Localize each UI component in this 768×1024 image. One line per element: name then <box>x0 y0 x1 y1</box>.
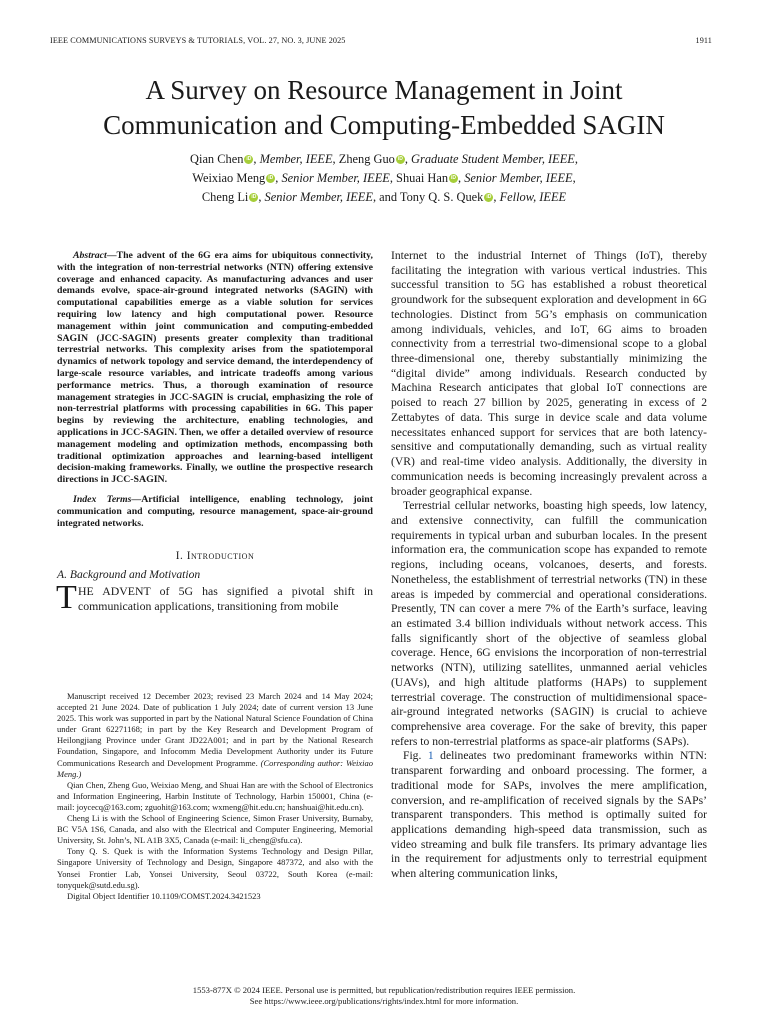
affiliation-note: Tony Q. S. Quek is with the Information Systems Technology and Design Pillar, Singapore University of Technology and Design, Singapore 487372, and also with the Yonsei Frontier Lab, Yonsei University, Seoul 03722, South Korea (e-mail: tonyquek@sutd.edu.sg). <box>57 846 373 890</box>
figure-reference-link[interactable]: 1 <box>427 749 434 763</box>
orcid-icon[interactable]: iD <box>268 175 274 181</box>
author-name: Tony Q. S. Quek <box>399 190 484 204</box>
orcid-icon[interactable]: iD <box>486 194 492 200</box>
author-role: Fellow, IEEE <box>499 190 567 204</box>
author-name: Cheng Li <box>201 190 249 204</box>
left-column <box>56 250 373 617</box>
manuscript-note: Manuscript received 12 December 2023; revised 23 March 2024 and 14 May 2024; accepted 21 June 2024. Date of publication 1 July 2024; date of current version 13 June 2025. This work was supported in part by the National Natural Science Foundation of China under Grant 62271168; in part by the Key Research and Development Program of Heilongjiang Province under Grant JD22A001; and in part by the National Research Foundation, Singapore, and Infocomm Media Development Authority under its Future Communications Research and Development Programme. (Corresponding author: Weixiao Meng.) <box>57 691 374 779</box>
footnotes <box>57 691 373 902</box>
author-line-1: Qian Chen iD , Member, IEEE, Zheng Guo iD , Graduate Student Member, IEEE, <box>190 152 578 166</box>
intro-paragraph <box>56 579 373 617</box>
abstract-text: —The advent of the 6G era aims for ubiquitous connectivity, with the integration of non-terrestrial networks (NTN) offering extensive coverage and enhanced capacity. As manufacturing advances and user demands evolve, space-air-ground integrated networks (SAGIN) with computational capabilities emerge as a viable solution for services requiring low latency and high computational power. Resource management within joint communication and computing-embedded SAGIN (JCC-SAGIN) presents greater complexity than traditional terrestrial networks. This complexity arises from the spatiotemporal dynamics of network topology and service demand, the interdependency of large-scale resource variables, and intricate tradeoffs among various performance metrics. Thus, a thorough examination of resource management strategies in JCC-SAGIN is crucial, emphasizing the role of non-terrestrial platforms with processing capabilities in 6G. This paper begins by reviewing the architecture, enabling technologies, and applications in JCC-SAGIN. Then, we offer a detailed overview of resource management modeling and optimization methods, encompassing both traditional optimization approaches and learning-based intelligent decision-making frameworks. Finally, we outline the prospective research directions in JCC-SAGIN. <box>57 250 373 486</box>
author-name: Zheng Guo <box>338 152 395 166</box>
corresponding-author: (Corresponding author: Weixiao Meng.) <box>57 757 374 779</box>
orcid-icon[interactable]: iD <box>451 175 457 181</box>
body-paragraph: Internet to the industrial Internet of Things (IoT), thereby facilitating the integration with various vertical industries. This successful transition to 5G has established a robust theoretical groundwork for the subsequent exploration and development in 6G technologies. Distinct from 5G’s emphasis on communication among individuals, vehicles, and IoT, 6G aims to broaden connectivity from a terrestrial two-dimensional scope to a global three-dimensional one, thereby substantially minimizing the “digital divide” among individuals. Research conducted by Machina Research anticipates that global IoT connections are poised to reach 27 billion by 2025, generating in excess of 2 Zettabytes of data. This surge in device scale and data volume necessitates enhanced support for services that are both latency-sensitive and computationally demanding, such as virtual reality (VR) and real-time video analysis. Additionally, the diversity in communication needs is becoming increasingly prevalent across a broader geographical expanse. <box>391 249 707 498</box>
orcid-icon[interactable]: iD <box>251 194 257 200</box>
index-terms-text: —Artificial intelligence, enabling technology, joint communication and computing, resource management, space-air-ground integrated networks. <box>57 493 373 529</box>
running-header <box>50 36 712 50</box>
section-heading: I. Introduction <box>175 550 255 563</box>
journal-name: IEEE COMMUNICATIONS SURVEYS & TUTORIALS, VOL. 27, NO. 3, JUNE 2025 <box>50 36 346 45</box>
author-list <box>40 150 728 207</box>
abstract <box>57 250 373 486</box>
orcid-icon[interactable]: iD <box>397 156 403 162</box>
author-role: Senior Member, IEEE <box>464 171 573 185</box>
abstract-label: Abstract <box>73 250 107 261</box>
author-role: Senior Member, IEEE <box>264 190 373 204</box>
title-line-1: A Survey on Resource Management in Joint <box>145 75 623 105</box>
body-paragraph: Fig. 1 delineates two predominant frameworks within NTN: transparent forwarding and onboard processing. The former, a traditional mode for SAPs, involves the mere amplification, conversion, and re-amplification of received signals by the SAPs’ transparent transponders. This method is optimally suited for applications demanding high-speed data transmission, such as video streaming and bulk file transfers. Its primary advantage lies in the requirement for adjustments only to terrestrial equipment when altering communication links, <box>391 749 707 881</box>
intro-text: of 5G has signified a pivotal shift in communication applications, transitioning from mobile <box>78 584 373 613</box>
title-line-2: Communication and Computing-Embedded SAGIN <box>103 110 665 140</box>
copyright-footer <box>0 985 768 1007</box>
body-paragraph: Terrestrial cellular networks, boasting high speeds, low latency, and extensive connectivity, can fulfill the communication requirements in typical urban and suburban locales. In the present information era, the communication scope has expanded to remote regions, including oceans, volcanoes, deserts, and forests. Nonetheless, the establishment of terrestrial networks (TN) in these areas is impeded by commercial and operational considerations. Presently, TN can cover a mere 7% of the Earth’s surface, leaving an estimated 3.4 billion individuals without network access. This falls significantly short of the objective of seamless global coverage. Hence, 6G envisions the incorporation of non-terrestrial networks (NTN), utilizing satellites, unmanned aerial vehicles (UAVs), and high altitude platforms (HAPs) to supplement terrestrial coverage. The construction of multidimensional space-air-ground integrated networks (SAGIN) is crucial to achieve comprehensive area coverage. For the sake of brevity, this paper refers to non-terrestrial platforms as space-air platforms (SAPs). <box>391 499 707 748</box>
index-terms <box>57 494 373 529</box>
author-role: Graduate Student Member, IEEE <box>411 152 575 166</box>
author-name: Weixiao Meng <box>192 171 266 185</box>
copyright-line: 1553-877X © 2024 IEEE. Personal use is permitted, but republication/redistribution requires IEEE permission. <box>192 985 576 995</box>
author-name: Shuai Han <box>396 171 449 185</box>
index-terms-label: Index Terms <box>73 493 132 505</box>
orcid-icon[interactable]: iD <box>246 156 252 162</box>
author-role: Member, IEEE <box>259 152 333 166</box>
intro-first-word: HE ADVENT <box>78 584 151 599</box>
doi-note: Digital Object Identifier 10.1109/COMST.2024.3421523 <box>67 890 261 901</box>
drop-cap: T <box>56 579 77 617</box>
author-line-2: Weixiao Meng iD , Senior Member, IEEE, Shuai Han iD , Senior Member, IEEE, <box>192 171 576 185</box>
affiliation-note: Cheng Li is with the School of Engineering Science, Simon Fraser University, Burnaby, BC V5A 1S6, Canada, and also with the Electrical and Computer Engineering, Memorial University, St. John’s, NL A1B 3X5, Canada (e-mail: li_cheng@sfu.ca). <box>57 813 373 846</box>
subsection-heading: A. Background and Motivation <box>57 568 201 582</box>
permissions-line: See https://www.ieee.org/publications/rights/index.html for more information. <box>249 996 519 1006</box>
author-name: Qian Chen <box>190 152 244 166</box>
page-number: 1911 <box>695 36 712 45</box>
author-role: Senior Member, IEEE <box>281 171 390 185</box>
author-line-3: Cheng Li iD , Senior Member, IEEE, and Tony Q. S. Quek iD , Fellow, IEEE <box>201 190 567 204</box>
paper-title <box>40 73 728 143</box>
right-column <box>391 249 707 882</box>
affiliation-note: Qian Chen, Zheng Guo, Weixiao Meng, and Shuai Han are with the School of Electronics and Information Engineering, Harbin Institute of Technology, Harbin 150001, China (e-mail: joycecq@163.com; zguohit@163.com; wxmeng@hit.edu.cn; hanshuai@hit.edu.cn). <box>57 779 373 812</box>
